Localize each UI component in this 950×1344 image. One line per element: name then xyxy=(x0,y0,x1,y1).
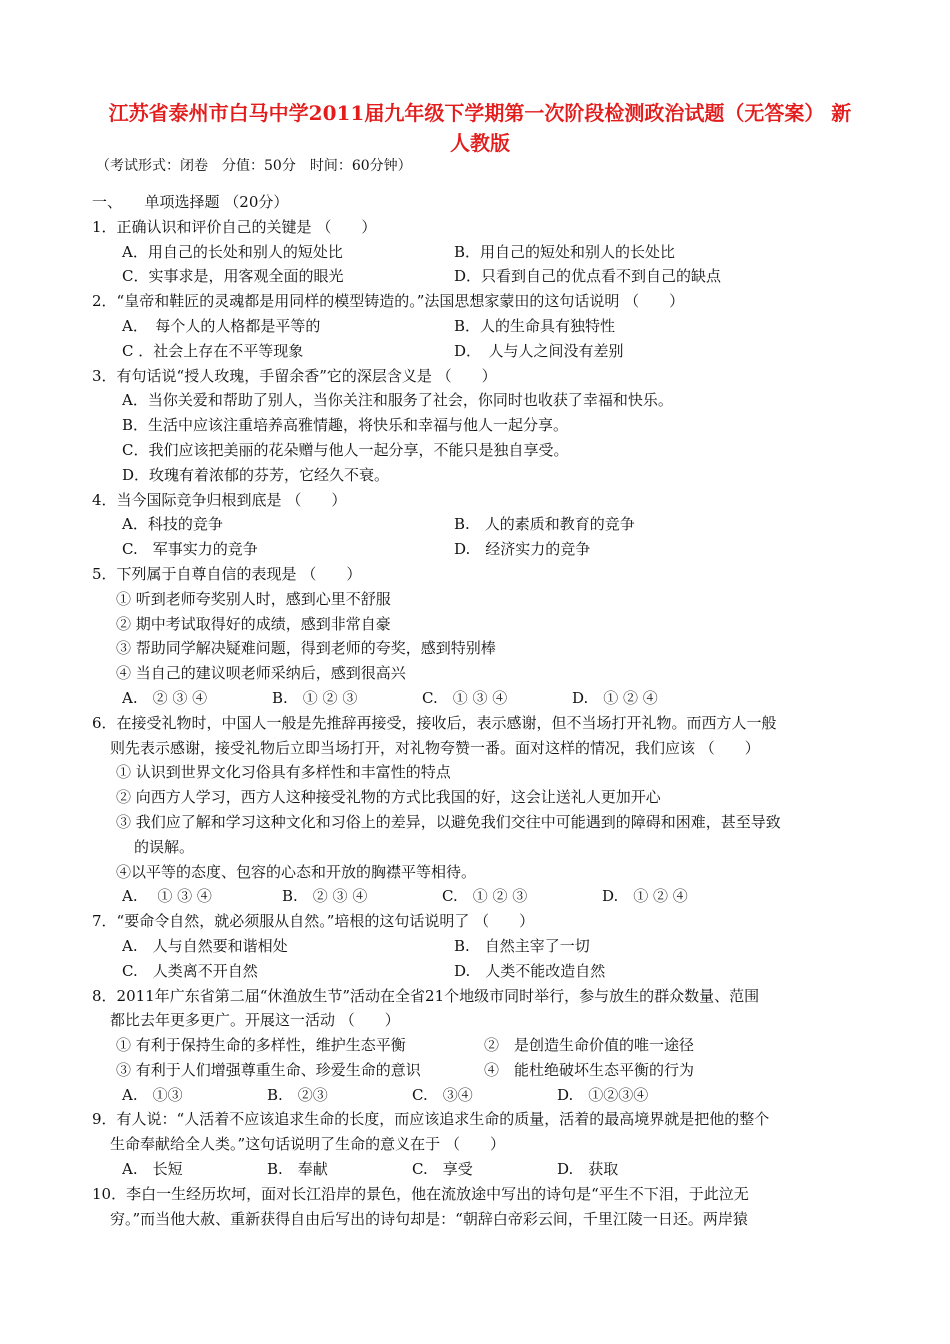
statement-3: ③ 帮助同学解决疑难问题，得到老师的夸奖，感到特别棒 xyxy=(116,639,496,658)
option-c: C. ① ③ ④ xyxy=(422,688,508,707)
question-4-stem: 4．当今国际竞争归根到底是 （ ） xyxy=(92,490,347,509)
question-7-options-row-2 xyxy=(92,959,872,984)
option-d: D. 经济实力的竞争 xyxy=(454,540,591,559)
question-8-statements-row-1 xyxy=(92,1033,872,1058)
option-d: D． 人与人之间没有差别 xyxy=(454,341,624,360)
section-heading: 一、 单项选择题 （20分） xyxy=(92,193,289,211)
question-10-stem: 10．李白一生经历坎坷，面对长江沿岸的景色，他在流放途中写出的诗句是“平生不下泪，于此泣无 xyxy=(92,1184,749,1203)
question-8-options xyxy=(92,1083,872,1108)
statement-3: ③ 有利于人们增强尊重生命、珍爱生命的意识 xyxy=(116,1060,421,1079)
statement-3-cont: 的误解。 xyxy=(134,837,195,856)
option-d: D. ① ② ④ xyxy=(602,887,688,906)
option-a: A．当你关爱和帮助了别人，当你关注和服务了社会，你同时也收获了幸福和快乐。 xyxy=(122,391,673,410)
question-2-options-row-2 xyxy=(92,339,872,364)
question-4-options-row-1 xyxy=(92,512,872,537)
question-9-stem-cont: 生命奉献给全人类。”这句话说明了生命的意义在于 （ ） xyxy=(110,1135,505,1154)
option-d: D. ①②③④ xyxy=(557,1085,649,1104)
option-d: D．玫瑰有着浓郁的芬芳，它经久不衰。 xyxy=(122,465,390,484)
statement-4: ④以平等的态度、包容的心态和开放的胸襟平等相待。 xyxy=(116,862,477,881)
option-b: B. ②③ xyxy=(267,1085,328,1104)
statement-3: ③ 我们应了解和学习这种文化和习俗上的差异，以避免我们交往中可能遇到的障碍和困难，甚至导致 xyxy=(116,812,781,831)
option-a: A．科技的竞争 xyxy=(122,515,223,534)
question-8-statements-row-2 xyxy=(92,1058,872,1083)
question-5-stem: 5．下列属于自尊自信的表现是 （ ） xyxy=(92,564,362,583)
option-d: D. ① ② ④ xyxy=(572,688,658,707)
question-2-options-row-1 xyxy=(92,314,872,339)
question-list xyxy=(92,190,872,1231)
option-b: B．生活中应该注重培养高雅情趣，将快乐和幸福与他人一起分享。 xyxy=(122,416,569,435)
option-a: A. ① ③ ④ xyxy=(122,887,212,906)
question-1-stem: 1．正确认识和评价自己的关键是 （ ） xyxy=(92,217,377,236)
question-8-stem-cont: 都比去年更多更广。开展这一活动 （ ） xyxy=(110,1011,400,1030)
question-6-options xyxy=(92,884,872,909)
statement-4: ④ 当自己的建议呗老师采纳后，感到很高兴 xyxy=(116,664,406,683)
question-10-stem-cont: 穷。”而当他大赦、重新获得自由后写出的诗句却是：“朝辞白帝彩云间，千里江陵一日还。两岸猿 xyxy=(110,1209,748,1228)
statement-2: ② 向西方人学习，西方人这种接受礼物的方式比我国的好，这会让送礼人更加开心 xyxy=(116,788,661,807)
option-c: C. ③④ xyxy=(412,1085,473,1104)
option-a: A. ①③ xyxy=(122,1085,183,1104)
question-9-options xyxy=(92,1157,872,1182)
option-b: B. 自然主宰了一切 xyxy=(454,936,590,955)
exam-info: （考试形式：闭卷 分值：50分 时间：60分钟） xyxy=(96,158,412,174)
document-title: 江苏省泰州市白马中学2011届九年级下学期第一次阶段检测政治试题（无答案） 新人教版 xyxy=(108,101,852,155)
question-2-stem: 2．“皇帝和鞋匠的灵魂都是用同样的模型铸造的。”法国思想家蒙田的这句话说明 （ ） xyxy=(92,292,685,311)
statement-1: ① 听到老师夸奖别人时，感到心里不舒服 xyxy=(116,589,391,608)
option-b: B. 奉献 xyxy=(267,1160,328,1179)
option-c: C. 军事实力的竞争 xyxy=(122,540,258,559)
statement-2: ② 是创造生命价值的唯一途径 xyxy=(484,1036,695,1055)
option-d: D. 获取 xyxy=(557,1160,619,1179)
statement-1: ① 有利于保持生命的多样性，维护生态平衡 xyxy=(116,1036,406,1055)
option-b: B. 人的素质和教育的竞争 xyxy=(454,515,635,534)
option-a: A． 每个人的人格都是平等的 xyxy=(122,316,321,335)
option-a: A. 人与自然要和谐相处 xyxy=(122,936,288,955)
option-d: D．只看到自己的优点看不到自己的缺点 xyxy=(454,267,722,286)
option-c: C．实事求是，用客观全面的眼光 xyxy=(122,267,344,286)
question-6-stem: 6．在接受礼物时，中国人一般是先推辞再接受，接收后，表示感谢，但不当场打开礼物。而西方人一般 xyxy=(92,713,777,732)
option-b: B．人的生命具有独特性 xyxy=(454,316,616,335)
option-c: C. 享受 xyxy=(412,1160,473,1179)
option-a: A. ② ③ ④ xyxy=(122,688,208,707)
option-c: C．我们应该把美丽的花朵赠与他人一起分享，不能只是独自享受。 xyxy=(122,440,569,459)
option-c: C. 人类离不开自然 xyxy=(122,961,258,980)
option-c: C. ① ② ③ xyxy=(442,887,528,906)
statement-1: ① 认识到世界文化习俗具有多样性和丰富性的特点 xyxy=(116,763,451,782)
question-1-options-row-1 xyxy=(92,240,872,265)
question-1-options-row-2 xyxy=(92,264,872,289)
option-b: B．用自己的短处和别人的长处比 xyxy=(454,242,676,261)
question-8-stem: 8．2011年广东省第二届“休渔放生节”活动在全省21个地级市同时举行，参与放生的群众数量、范围 xyxy=(92,986,760,1005)
option-a: A. 长短 xyxy=(122,1160,183,1179)
option-a: A．用自己的长处和别人的短处比 xyxy=(122,242,343,261)
option-b: B. ② ③ ④ xyxy=(282,887,368,906)
option-b: B. ① ② ③ xyxy=(272,688,358,707)
statement-2: ② 期中考试取得好的成绩，感到非常自豪 xyxy=(116,614,391,633)
question-6-stem-cont: 则先表示感谢，接受礼物后立即当场打开，对礼物夸赞一番。面对这样的情况，我们应该 （ ） xyxy=(110,738,760,757)
question-7-stem: 7．“要命令自然，就必须服从自然。”培根的这句话说明了 （ ） xyxy=(92,912,535,931)
statement-4: ④ 能杜绝破坏生态平衡的行为 xyxy=(484,1060,695,1079)
question-4-options-row-2 xyxy=(92,537,872,562)
question-3-stem: 3．有句话说“授人玫瑰，手留余香”它的深层含义是 （ ） xyxy=(92,366,497,385)
option-c: C ．社会上存在不平等现象 xyxy=(122,341,304,360)
question-5-options xyxy=(92,686,872,711)
option-d: D. 人类不能改造自然 xyxy=(454,961,606,980)
question-9-stem: 9．有人说：“人活着不应该追求生命的长度，而应该追求生命的质量，活着的最高境界就是把他的整个 xyxy=(92,1110,770,1129)
question-7-options-row-1 xyxy=(92,934,872,959)
